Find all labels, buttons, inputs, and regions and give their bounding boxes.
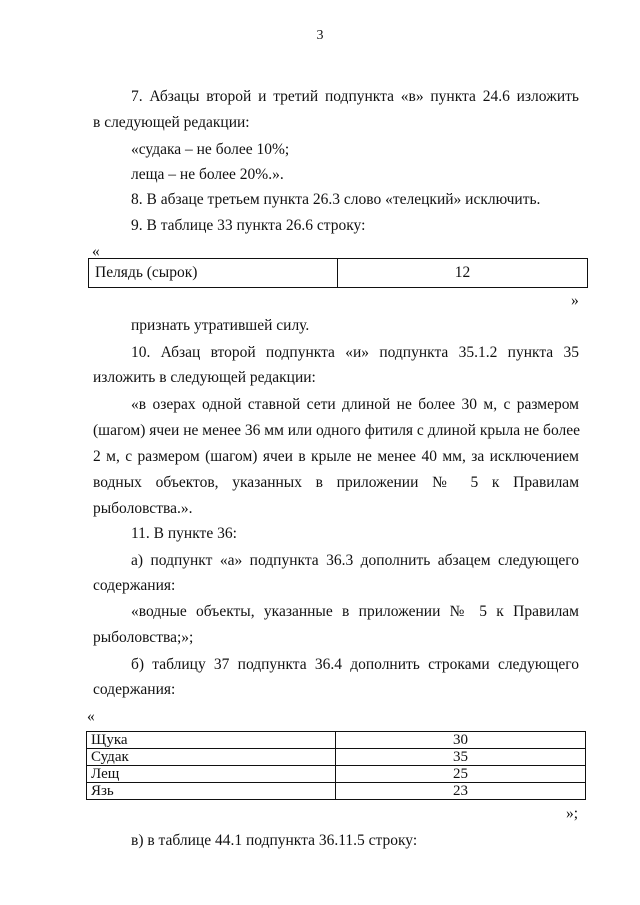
table-cell-value: 30 (336, 732, 586, 749)
paragraph-10-line-2: изложить в следующей редакции: (93, 369, 316, 386)
quote-lakes-line-2: (шагом) ячеи не менее 36 мм или одного фитиля с длиной крыла не более (93, 422, 580, 439)
quote-close-mark-2: »; (566, 805, 579, 822)
quote-water-line-1: «водные объекты, указанные в приложении № 5 к Правилам (131, 603, 579, 620)
paragraph-10-line-1: 10. Абзац второй подпункта «и» подпункта 35.1.2 пункта 35 (131, 344, 579, 361)
table-cell-species: Лещ (87, 766, 336, 783)
quote-lakes-line-3: 2 м, с размером (шагом) ячеи в крыле не менее 40 мм, за исключением (93, 448, 579, 465)
repeal-line: признать утратившей силу. (131, 317, 310, 334)
item-a-line-1: а) подпункт «а» подпункта 36.3 дополнить абзацем следующего (131, 552, 579, 569)
paragraph-7-line-2: в следующей редакции: (93, 114, 250, 131)
quote-sudak-line: «судака – не более 10%; (131, 141, 290, 158)
paragraph-7-line-1: 7. Абзацы второй и третий подпункта «в» пункта 24.6 изложить (131, 88, 579, 105)
quote-water-line-2: рыболовства;»; (93, 629, 194, 646)
item-b-line-1: б) таблицу 37 подпункта 36.4 дополнить строками следующего (131, 656, 579, 673)
quote-open-mark-2: « (87, 708, 95, 725)
quote-lakes-line-5: рыболовства.». (93, 500, 193, 517)
table-row (89, 259, 588, 288)
table-cell-species: Судак (87, 749, 336, 766)
paragraph-8: 8. В абзаце третьем пункта 26.3 слово «телецкий» исключить. (131, 191, 541, 208)
table-cell-species: Щука (87, 732, 336, 749)
table-cell-species: Язь (87, 783, 336, 800)
page-number: 3 (316, 28, 324, 43)
table-row (87, 783, 586, 800)
table-row (87, 749, 586, 766)
table-row (87, 732, 586, 749)
table-cell-value: 25 (336, 766, 586, 783)
table-cell-value: 35 (336, 749, 586, 766)
quote-close-mark-1: » (571, 292, 579, 309)
table-cell-value: 23 (336, 783, 586, 800)
table-row (87, 766, 586, 783)
quote-lakes-line-4: водных объектов, указанных в приложении № 5 к Правилам (93, 474, 579, 491)
quote-lesch-line: леща – не более 20%.». (131, 166, 284, 183)
quote-open-mark-1: « (92, 243, 100, 260)
table-cell-value: 12 (338, 259, 588, 288)
table-37-rows (86, 731, 586, 800)
paragraph-9: 9. В таблице 33 пункта 26.6 строку: (131, 217, 366, 234)
paragraph-11: 11. В пункте 36: (131, 525, 237, 542)
table-33-row (88, 258, 588, 288)
table-cell-species: Пелядь (сырок) (89, 259, 338, 288)
quote-lakes-line-1: «в озерах одной ставной сети длиной не более 30 м, с размером (131, 396, 579, 413)
item-a-line-2: содержания: (93, 577, 176, 594)
item-b-line-2: содержания: (93, 681, 176, 698)
item-v-line: в) в таблице 44.1 подпункта 36.11.5 строку: (131, 832, 418, 849)
